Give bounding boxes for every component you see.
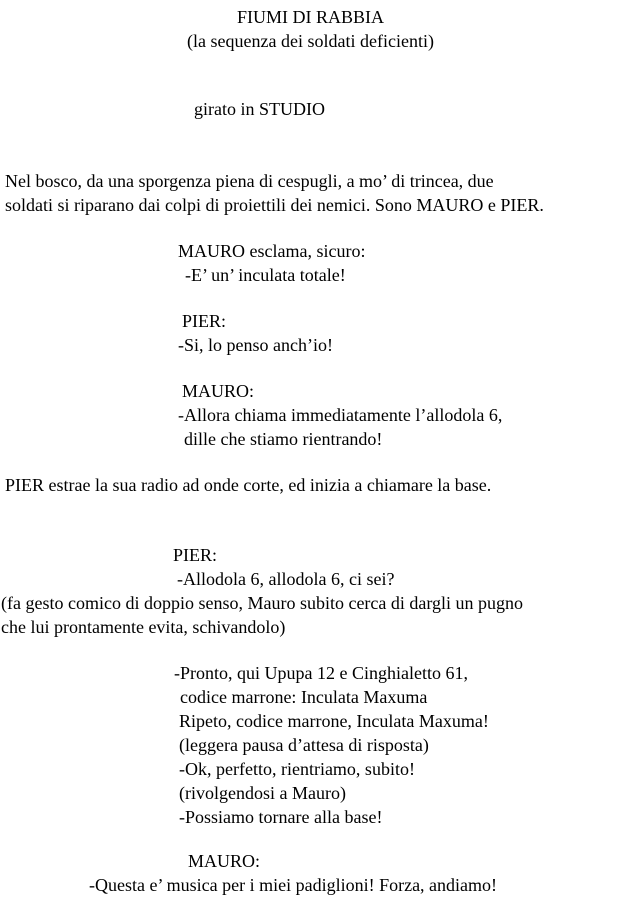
radio-line-7: -Possiamo tornare alla base!: [179, 807, 383, 827]
dialogue-pier-2: -Allodola 6, allodola 6, ci sei?: [177, 569, 395, 589]
radio-line-2: codice marrone: Inculata Maxuma: [180, 687, 428, 707]
dialogue-mauro-2-line-2: dille che stiamo rientrando!: [184, 429, 383, 449]
radio-line-6: (rivolgendosi a Mauro): [179, 783, 346, 803]
speaker-pier-1: PIER:: [182, 311, 227, 331]
page-title: FIUMI DI RABBIA: [236, 7, 384, 27]
stage-direction-line-2: che lui prontamente evita, schivandolo): [1, 617, 286, 637]
speaker-pier-2: PIER:: [173, 545, 218, 565]
radio-line-3: Ripeto, codice marrone, Inculata Maxuma!: [179, 711, 489, 731]
radio-line-5: -Ok, perfetto, rientriamo, subito!: [179, 759, 415, 779]
radio-line-4: (leggera pausa d’attesa di risposta): [179, 735, 429, 755]
intro-line-2: soldati si riparano dai colpi di proiettili dei nemici. Sono MAURO e PIER.: [5, 195, 544, 215]
speaker-mauro-1: MAURO esclama, sicuro:: [178, 241, 366, 261]
dialogue-pier-1: -Si, lo penso anch’io!: [178, 335, 333, 355]
dialogue-mauro-2-line-1: -Allora chiama immediatamente l’allodola 6,: [178, 405, 503, 425]
stage-direction-line-1: (fa gesto comico di doppio senso, Mauro subito cerca di dargli un pugno: [1, 593, 524, 613]
dialogue-mauro-3: -Questa e’ musica per i miei padiglioni! Forza, andiamo!: [89, 875, 498, 895]
location-note: girato in STUDIO: [194, 99, 325, 119]
dialogue-mauro-1: -E’ un’ inculata totale!: [185, 265, 346, 285]
intro-line-1: Nel bosco, da una sporgenza piena di cespugli, a mo’ di trincea, due: [5, 171, 494, 191]
radio-line-1: -Pronto, qui Upupa 12 e Cinghialetto 61,: [174, 663, 468, 683]
page-subtitle: (la sequenza dei soldati deficienti): [187, 31, 434, 51]
action-line: PIER estrae la sua radio ad onde corte, ed inizia a chiamare la base.: [5, 475, 492, 495]
speaker-mauro-3: MAURO:: [188, 851, 261, 871]
speaker-mauro-2: MAURO:: [182, 381, 255, 401]
